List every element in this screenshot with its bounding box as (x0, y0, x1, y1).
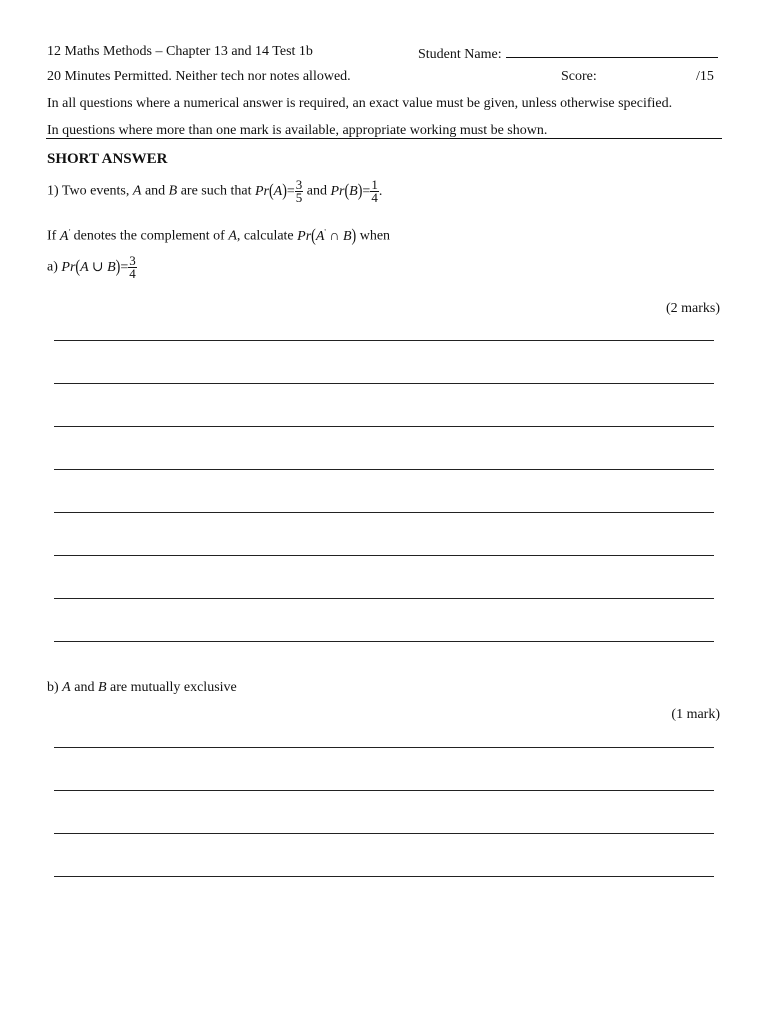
target-expression: Pr(A' ∩ B) (297, 226, 357, 246)
prob-b-expression: Pr(B)= $\frac{1}{4}$ . (330, 177, 383, 205)
part-b-label: b) (47, 680, 59, 695)
q1-text: Two events, (61, 183, 130, 199)
instruction-exact-values: In all questions where a numerical answer is required, an exact value must be given, unless otherwise specified. (47, 96, 673, 111)
fraction-3-5: $\frac{3}{5}$ (295, 177, 303, 205)
answer-line-a2[interactable] (54, 383, 714, 384)
answer-line-a8[interactable] (54, 641, 714, 642)
answer-line-a3[interactable] (54, 426, 714, 427)
prob-a-expression: Pr(A)= $\frac{3}{5}$ (254, 177, 303, 205)
question-1-instruction (47, 227, 390, 245)
answer-line-b4[interactable] (54, 876, 714, 877)
question-1-stem (47, 179, 382, 204)
score-total: /15 (696, 69, 714, 84)
q1-if: If (47, 228, 57, 244)
answer-line-a5[interactable] (54, 512, 714, 513)
part-b-and: and (74, 680, 95, 695)
question-number: 1) (47, 183, 59, 199)
header-divider (46, 138, 722, 139)
q1-event-a-2: A (228, 228, 237, 244)
answer-line-a7[interactable] (54, 598, 714, 599)
answer-line-a1[interactable] (54, 340, 714, 341)
union-expression: Pr(A ∪ B)= $\frac{3}{4}$ (61, 253, 136, 281)
q1-and: and (144, 183, 166, 199)
part-b-text: are mutually exclusive (110, 680, 237, 695)
test-title: 12 Maths Methods – Chapter 13 and 14 Test 1b (47, 44, 313, 59)
q1-calculate: , calculate (236, 228, 294, 244)
fraction-1-4: $\frac{1}{4}$ (371, 177, 378, 205)
event-b: B (168, 183, 178, 199)
answer-line-a6[interactable] (54, 555, 714, 556)
part-a-marks: (2 marks) (665, 301, 720, 316)
answer-line-b2[interactable] (54, 790, 714, 791)
part-b-event-b: B (97, 680, 107, 695)
q1-denotes: denotes the complement of (73, 228, 225, 244)
student-name-blank[interactable] (506, 44, 718, 58)
q1-when: when (359, 228, 391, 244)
answer-line-b3[interactable] (54, 833, 714, 834)
part-a-condition (47, 255, 137, 280)
part-a-label: a) (47, 259, 58, 275)
instruction-working: In questions where more than one mark is available, appropriate working must be shown. (47, 123, 548, 138)
q1-and-2: and (306, 183, 327, 199)
score-label: Score: (561, 69, 597, 84)
part-b-marks: (1 mark) (671, 707, 720, 722)
part-b-event-a: A (62, 680, 71, 695)
student-name-label: Student Name: (418, 47, 502, 62)
student-name-field[interactable] (418, 44, 718, 63)
part-b-condition (47, 680, 237, 696)
fraction-3-4: $\frac{3}{4}$ (129, 253, 136, 281)
event-a: A (132, 183, 142, 199)
answer-line-b1[interactable] (54, 747, 714, 748)
section-title: SHORT ANSWER (47, 151, 168, 167)
complement-symbol: A' (59, 227, 71, 244)
q1-such-that: are such that (180, 183, 252, 199)
time-note: 20 Minutes Permitted. Neither tech nor notes allowed. (47, 69, 351, 84)
answer-line-a4[interactable] (54, 469, 714, 470)
